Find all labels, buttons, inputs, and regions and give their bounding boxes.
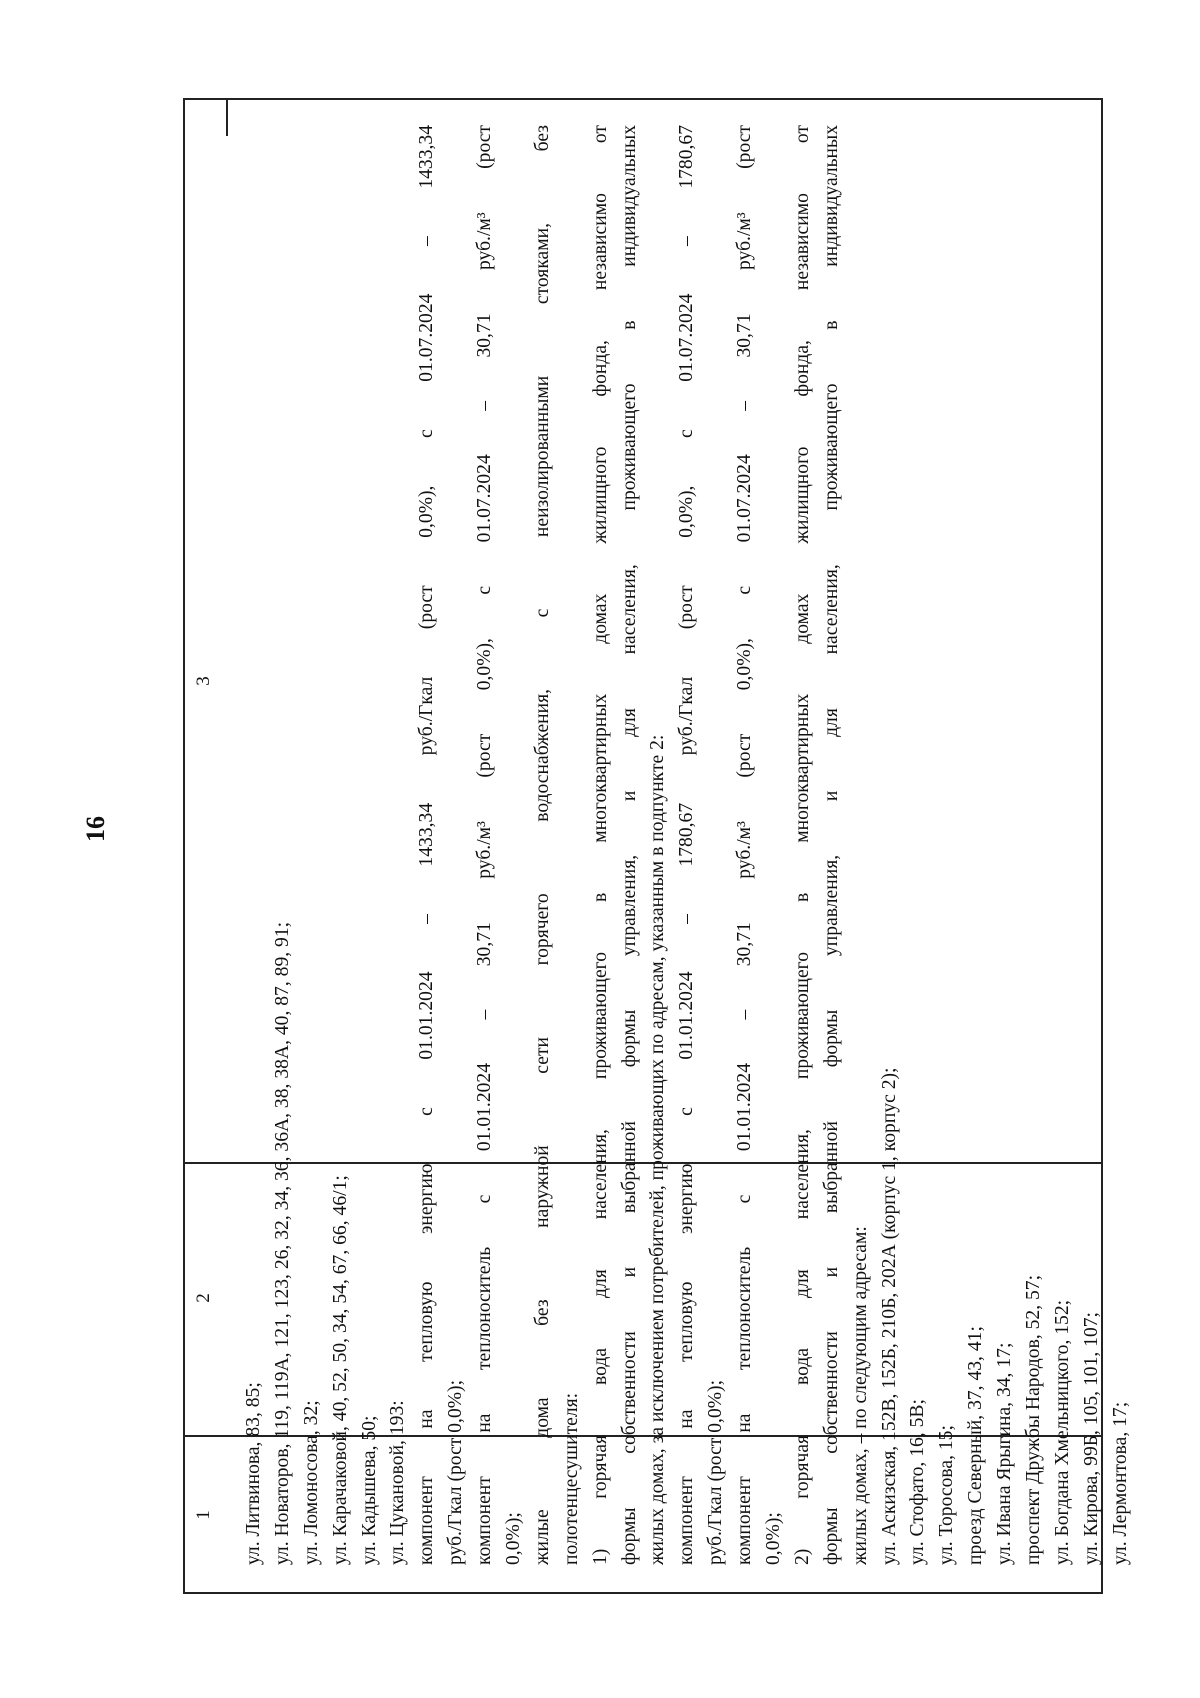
col-header-3-text: 3	[193, 676, 214, 686]
cell-text-line: ул. Богдана Хмельницкого, 152;	[1051, 1299, 1073, 1565]
cell-text-line: компонент на тепловую энергию с 01.01.2024 – 1780,67 руб./Гкал (рост 0,0%), с 01.07.2024 – 1780,67	[676, 125, 698, 1565]
cell-text-line: ул. Кадышева, 50;	[358, 1415, 380, 1565]
page-number-text: 16	[81, 816, 110, 842]
cell-text-line: ул. Кирова, 99Б, 105, 101, 107;	[1080, 1312, 1102, 1565]
cell-text-line: 0,0%);	[503, 1512, 525, 1565]
header-rule	[226, 98, 228, 136]
cell-text-line: 2) горячая вода для населения, проживающего в многоквартирных домах жилищного фонда, независимо от	[791, 125, 813, 1565]
cell-text-line: ул. Литвинова, 83, 85;	[243, 1382, 264, 1565]
cell-text-line: 1) горячая вода для населения, проживающего в многоквартирных домах жилищного фонда, независимо от	[589, 125, 611, 1565]
cell-text-line: компонент на тепловую энергию с 01.01.2024 – 1433,34 руб./Гкал (рост 0,0%), с 01.07.2024 – 1433,34	[416, 125, 438, 1565]
cell-text-line: ул. Торосова, 15;	[936, 1425, 958, 1565]
col-header-1-text: 1	[193, 1510, 214, 1520]
column-3-text-block	[240, 125, 1136, 1565]
cell-text-line: полотенцесушителя:	[560, 1392, 582, 1565]
cell-text-line: жилые дома без наружной сети горячего водоснабжения, с неизолированными стояками, без	[531, 125, 553, 1565]
cell-text-line: компонент на теплоноситель с 01.01.2024 – 30,71 руб./м³ (рост 0,0%), с 01.07.2024 – 30,71 руб./м³ (рост	[734, 125, 756, 1565]
cell-text-line: ул. Карачаковой, 40, 52, 50, 34, 54, 67, 66, 46/1;	[329, 1175, 351, 1565]
cell-text-line: ул. Ивана Ярыгина, 34, 17;	[994, 1342, 1016, 1565]
cell-text-line: проезд Северный, 37, 43, 41;	[965, 1326, 987, 1565]
col-header-2-text: 2	[193, 1293, 214, 1303]
cell-text-line: руб./Гкал (рост 0,0%);	[705, 1379, 727, 1565]
cell-text-line: ул. Аскизская, 152В, 152Б, 210Б, 202А (корпус 1, корпус 2);	[878, 1067, 900, 1565]
cell-text-line: ул. Ломоносова, 32;	[300, 1400, 322, 1565]
cell-text-line: жилых домах, за исключением потребителей, проживающих по адресам, указанным в подпункте 2:	[647, 734, 669, 1565]
cell-text-line: жилых домах, – по следующим адресам:	[849, 1226, 871, 1565]
cell-text-line: ул. Лермонтова, 17;	[1109, 1401, 1131, 1565]
cell-text-line: ул. Стофато, 16, 5В;	[907, 1399, 929, 1565]
cell-text-line: проспект Дружбы Народов, 52, 57;	[1023, 1274, 1045, 1565]
cell-text-line: руб./Гкал (рост 0,0%);	[445, 1379, 467, 1565]
cell-text-line: 0,0%);	[763, 1512, 785, 1565]
cell-text-line: формы собственности и выбранной формы управления, и для населения, проживающего в индивидуальных	[618, 125, 640, 1565]
cell-text-line: формы собственности и выбранной формы управления, и для населения, проживающего в индивидуальных	[820, 125, 842, 1565]
cell-text-line: ул. Цукановой, 193:	[387, 1400, 409, 1565]
cell-text-line: ул. Новаторов, 119, 119А, 121, 123, 26, 32, 34, 36, 36А, 38, 38А, 40, 87, 89, 91;	[271, 921, 293, 1565]
cell-text-line: компонент на теплоноситель с 01.01.2024 – 30,71 руб./м³ (рост 0,0%), с 01.07.2024 – 30,71 руб./м³ (рост	[474, 125, 496, 1565]
